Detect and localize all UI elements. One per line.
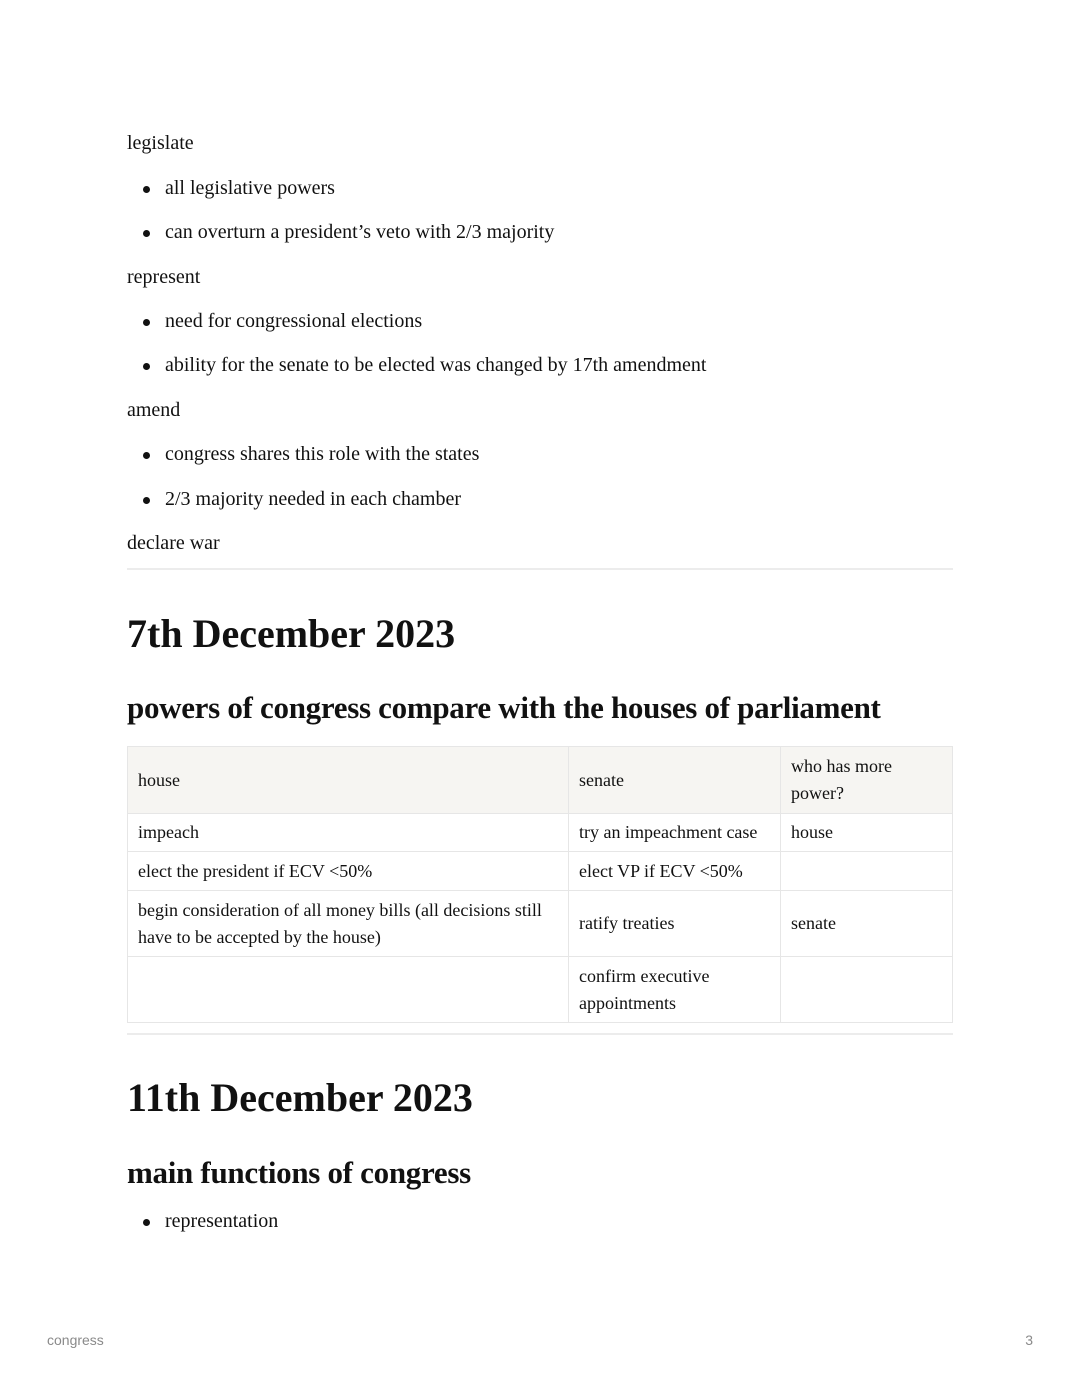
table-row [128, 957, 953, 1023]
table-cell: elect the president if ECV <50% [128, 852, 569, 891]
table-header: senate [569, 747, 781, 814]
section-label: declare war [127, 532, 220, 554]
table-header: who has more power? [781, 747, 953, 814]
section-label: amend [127, 399, 181, 421]
table-cell: begin consideration of all money bills (all decisions still have to be accepted by the house) [128, 891, 569, 957]
table-cell [128, 957, 569, 1023]
list-item: ability for the senate to be elected was changed by 17th amendment [165, 350, 706, 380]
section-label: legislate [127, 132, 194, 154]
date-heading: 11th December 2023 [127, 1075, 473, 1120]
powers-table [127, 746, 953, 1023]
table-row [128, 852, 953, 891]
divider [127, 1033, 953, 1035]
table-cell: confirm executive appointments [569, 957, 781, 1023]
table-cell [781, 852, 953, 891]
table-row [128, 891, 953, 957]
list-item: can overturn a president’s veto with 2/3 majority [165, 217, 554, 247]
table-cell: senate [781, 891, 953, 957]
list-item: need for congressional elections [165, 306, 422, 336]
table-cell: try an impeachment case [569, 814, 781, 852]
list-item: 2/3 majority needed in each chamber [165, 484, 461, 514]
section-heading: powers of congress compare with the houses of parliament [127, 690, 881, 725]
table-row [128, 814, 953, 852]
table-header: house [128, 747, 569, 814]
divider [127, 568, 953, 570]
section-heading: main functions of congress [127, 1155, 471, 1190]
table-cell: house [781, 814, 953, 852]
footer-title: congress [47, 1332, 104, 1348]
list-item: representation [165, 1206, 278, 1236]
table-cell: ratify treaties [569, 891, 781, 957]
page-number: 3 [1025, 1332, 1033, 1348]
section-label: represent [127, 266, 201, 288]
table-cell [781, 957, 953, 1023]
date-heading: 7th December 2023 [127, 611, 456, 656]
table-cell: elect VP if ECV <50% [569, 852, 781, 891]
table-cell: impeach [128, 814, 569, 852]
list-item: congress shares this role with the states [165, 439, 479, 469]
list-item: all legislative powers [165, 173, 335, 203]
